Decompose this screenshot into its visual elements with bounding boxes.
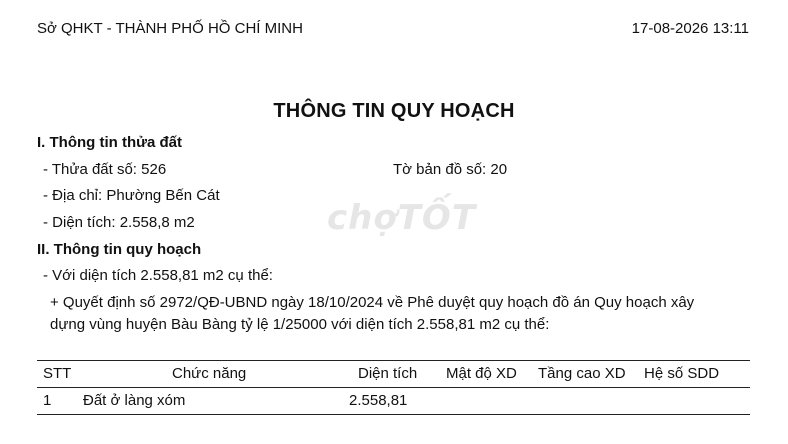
header-density: Mật độ XD [446, 365, 517, 382]
watermark-logo: chợTỐT [327, 198, 477, 238]
parcel-number: - Thửa đất số: 526 [43, 161, 167, 178]
header-stt: STT [43, 365, 72, 382]
map-sheet-number: Tờ bản đồ số: 20 [393, 161, 508, 178]
row-area: 2.558,81 [349, 392, 408, 409]
agency-name: Sở QHKT - THÀNH PHỐ HỒ CHÍ MINH [37, 20, 303, 37]
row-stt: 1 [43, 392, 52, 409]
timestamp: 17-08-2026 13:11 [631, 20, 749, 37]
header-land-use-ratio: Hệ số SDD [644, 365, 720, 382]
table-header-row [37, 361, 750, 388]
header-floors: Tầng cao XD [538, 365, 626, 382]
table-row [37, 388, 750, 414]
planning-area-line: - Với diện tích 2.558,81 m2 cụ thể: [43, 267, 273, 284]
parcel-area: - Diện tích: 2.558,8 m2 [43, 214, 195, 231]
header-area: Diện tích [358, 365, 418, 382]
row-function: Đất ở làng xóm [83, 392, 186, 409]
section2-heading: II. Thông tin quy hoạch [37, 241, 202, 258]
header-function: Chức năng [172, 365, 247, 382]
parcel-address: - Địa chỉ: Phường Bến Cát [43, 187, 220, 204]
decision-line-1: + Quyết định số 2972/QĐ-UBND ngày 18/10/2024 về Phê duyệt quy hoạch đồ án Quy hoạch xây [50, 294, 695, 311]
planning-table [37, 360, 750, 415]
page-title: THÔNG TIN QUY HOẠCH [273, 100, 515, 122]
section1-heading: I. Thông tin thửa đất [37, 134, 183, 151]
decision-line-2: dựng vùng huyện Bàu Bàng tỷ lệ 1/25000 với diện tích 2.558,81 m2 cụ thể: [50, 316, 550, 333]
